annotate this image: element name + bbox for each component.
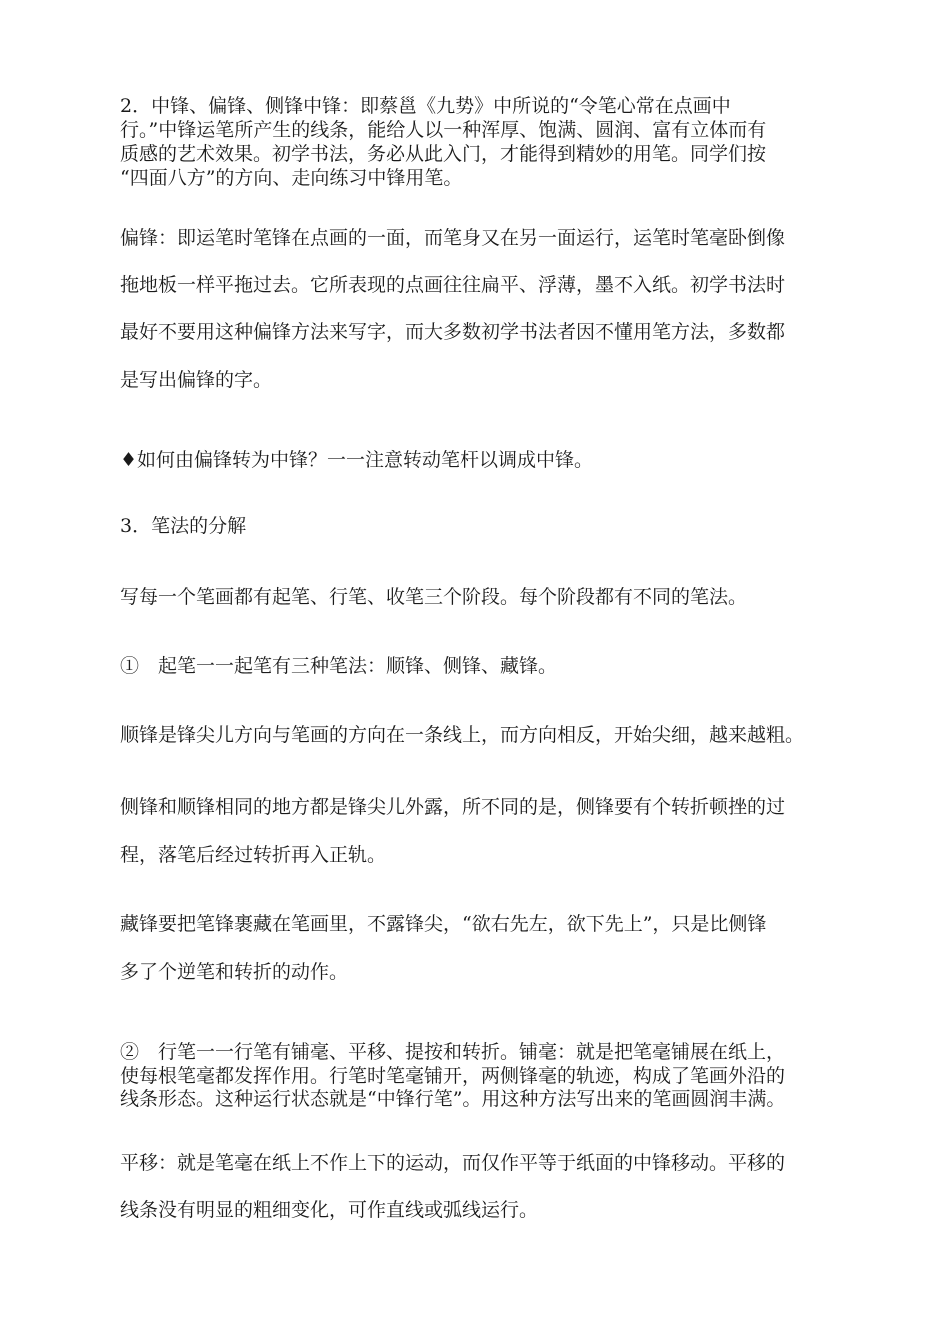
text-line: ♦如何由偏锋转为中锋？一一注意转动笔杆以调成中锋。 xyxy=(120,449,594,471)
text-line: 平移：就是笔毫在纸上不作上下的运动，而仅作平等于纸面的中锋移动。平移的 xyxy=(120,1152,786,1174)
text-line: 多了个逆笔和转折的动作。 xyxy=(120,961,349,983)
text-line: 藏锋要把笔锋裹藏在笔画里，不露锋尖，“欲右先左，欲下先上”，只是比侧锋 xyxy=(120,913,767,935)
text-line: 行。”中锋运笔所产生的线条，能给人以一种浑厚、饱满、圆润、富有立体而有 xyxy=(120,119,767,141)
text-line: 侧锋和顺锋相同的地方都是锋尖儿外露，所不同的是，侧锋要有个转折顿挫的过 xyxy=(120,796,786,818)
text-line: 程，落笔后经过转折再入正轨。 xyxy=(120,844,387,866)
text-line: “四面八方”的方向、走向练习中锋用笔。 xyxy=(120,167,463,189)
text-line: 最好不要用这种偏锋方法来写字，而大多数初学书法者因不懂用笔方法，多数都 xyxy=(120,321,786,343)
text-line: 顺锋是锋尖儿方向与笔画的方向在一条线上，而方向相反，开始尖细，越来越粗。 xyxy=(120,724,805,746)
text-line: 是写出偏锋的字。 xyxy=(120,369,273,391)
list-item: ② 行笔一一行笔有铺毫、平移、提按和转折。铺毫：就是把笔毫铺展在纸上， xyxy=(120,1041,786,1063)
section-heading: 3．笔法的分解 xyxy=(120,515,247,537)
text-line: 线条形态。这种运行状态就是“中锋行笔”。用这种方法写出来的笔画圆润丰满。 xyxy=(120,1088,786,1110)
list-item: ① 起笔一一起笔有三种笔法：顺锋、侧锋、藏锋。 xyxy=(120,655,558,677)
text-line: 线条没有明显的粗细变化，可作直线或弧线运行。 xyxy=(120,1199,539,1221)
text-line: 拖地板一样平拖过去。它所表现的点画往往扁平、浮薄，墨不入纸。初学书法时 xyxy=(120,274,786,296)
text-line: 2．中锋、偏锋、侧锋中锋：即蔡邕《九势》中所说的“令笔心常在点画中 xyxy=(120,95,731,117)
text-line: 使每根笔毫都发挥作用。行笔时笔毫铺开，两侧锋毫的轨迹，构成了笔画外沿的 xyxy=(120,1065,786,1087)
text-line: 质感的艺术效果。初学书法，务必从此入门，才能得到精妙的用笔。同学们按 xyxy=(120,143,767,165)
text-line: 写每一个笔画都有起笔、行笔、收笔三个阶段。每个阶段都有不同的笔法。 xyxy=(120,586,748,608)
text-line: 偏锋：即运笔时笔锋在点画的一面，而笔身又在另一面运行，运笔时笔毫卧倒像 xyxy=(120,227,786,249)
